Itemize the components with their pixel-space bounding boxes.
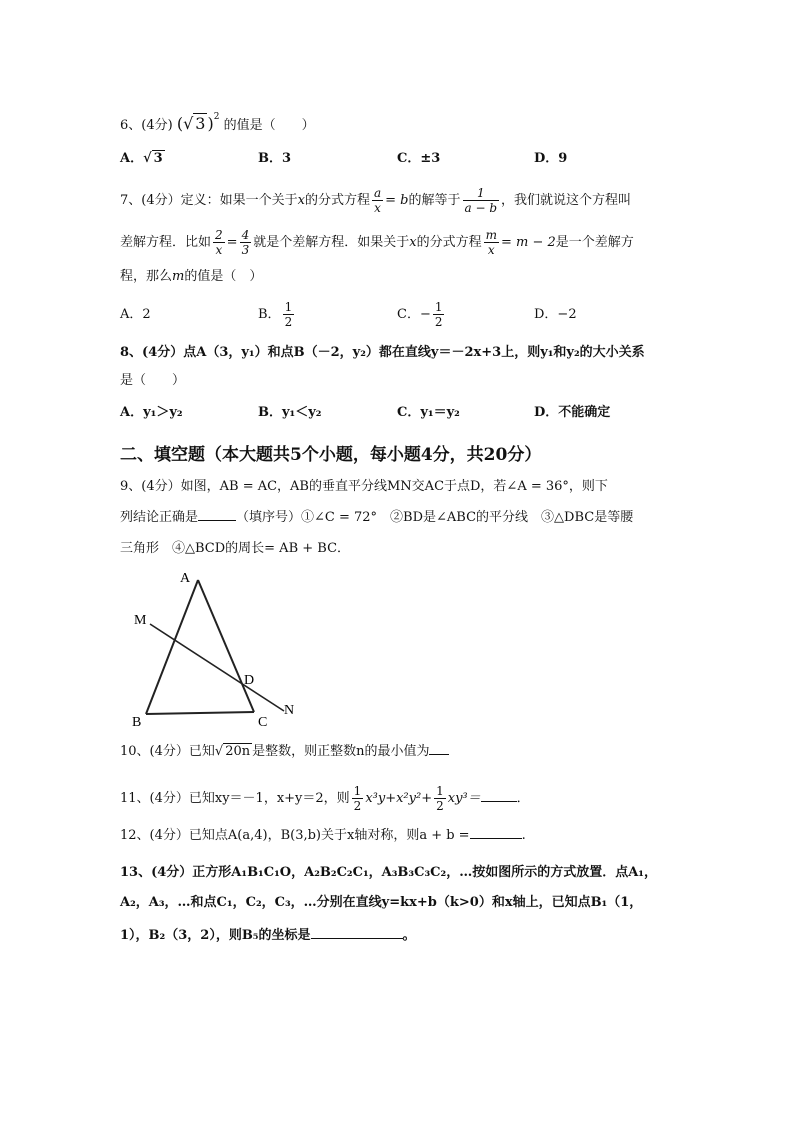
q13-line-1: 13、(4分）正方形A₁B₁C₁O，A₂B₂C₂C₁，A₃B₃C₃C₂，…按如图所示的方式放置．点A₁，: [120, 865, 657, 880]
q13-text: 。: [402, 928, 416, 943]
q7-text: 就是个差解方程．如果关于: [253, 235, 410, 250]
q6-options: [120, 148, 680, 174]
q10-text: 10、(4分）已知: [120, 744, 215, 759]
frac-den: x: [215, 243, 223, 257]
q11-text: x³y+x²y²+: [365, 791, 433, 806]
q7-var-x: x: [297, 193, 305, 208]
frac-num: 1: [463, 186, 500, 201]
q9-line-2: [120, 508, 633, 527]
frac-den: a − b: [464, 201, 498, 215]
q11-answer-blank[interactable]: [481, 789, 517, 802]
frac-num: 1: [284, 300, 293, 314]
q7-text: 7、(4分）定义：如果一个关于: [120, 193, 298, 208]
segment-bc: [146, 712, 254, 714]
frac-den: 2: [353, 799, 362, 813]
q6-option-c[interactable]: C．±3: [397, 151, 441, 166]
q11-text: xy³＝: [447, 791, 481, 806]
frac-num: 4: [241, 228, 250, 242]
q8-line-2: 是（ ）: [120, 373, 186, 388]
section-heading: 二、填空题（本大题共5个小题，每小题4分，共20分）: [120, 445, 542, 465]
label-m: M: [134, 613, 147, 628]
q6-radicand: 3: [195, 114, 206, 133]
frac-num: 2: [215, 228, 223, 242]
q11-stem: [120, 784, 530, 813]
segment-ab: [146, 580, 198, 714]
q13-line-2: A₂，A₃，…和点C₁，C₂，C₃，…分别在直线y=kx+b（k>0）和x轴上，已知点B₁（1，: [120, 895, 643, 910]
q7-fraction-1-over-a-b: [463, 186, 500, 215]
segment-ac: [198, 580, 254, 712]
frac-num: m: [485, 228, 497, 242]
label-d: D: [244, 673, 255, 688]
q12-answer-blank[interactable]: [470, 826, 522, 839]
sqrt-icon: √ 3: [143, 151, 163, 166]
q11-text: 11、(4分）已知xy＝－1，x+y＝2，则: [120, 791, 350, 806]
q10-stem: [120, 742, 449, 761]
q7-text: 的分式方程: [304, 193, 370, 208]
q8-options: [120, 402, 680, 428]
q7-text: ，我们就说这个方程叫: [501, 193, 632, 208]
frac-den: 3: [241, 243, 250, 257]
q7-line-1: [120, 186, 631, 215]
sqrt-icon: √ 3: [183, 114, 206, 133]
q7-option-b-label: B．: [258, 307, 281, 322]
q6-option-d[interactable]: D．9: [534, 151, 568, 166]
q7-var-x: x: [409, 235, 417, 250]
q7-fraction-2-over-x: [213, 228, 225, 257]
q7-text: 程，那么: [120, 269, 173, 284]
q9-line-3: 三角形 ④△BCD的周长= AB + BC．: [120, 541, 351, 556]
q7-options: [120, 300, 680, 336]
frac-den: x: [374, 201, 381, 215]
q9-answer-blank[interactable]: [198, 508, 236, 521]
q11-fraction: [352, 784, 364, 813]
q8-option-b[interactable]: B．y₁＜y₂: [258, 405, 322, 420]
q9-text: （填序号）①∠C = 72° ②BD是∠ABC的平分线 ③△DBC是等腰: [236, 510, 634, 525]
q6-suffix: 的值是（ ）: [223, 118, 315, 133]
q8-option-a[interactable]: A．y₁＞y₂: [120, 405, 183, 420]
q6-option-b[interactable]: B．3: [258, 151, 292, 166]
q13-line-3: [120, 926, 416, 945]
q7-text: 的值是（ ）: [184, 269, 263, 284]
q7-fraction-m-over-x: [484, 228, 499, 257]
q9-line-1: 9、(4分）如图，AB = AC，AB的垂直平分线MN交AC于点D，若∠A = 36°，则下: [120, 479, 608, 494]
sqrt-icon: √ 20n: [214, 744, 251, 759]
frac-num: a: [373, 186, 382, 200]
triangle-figure: [120, 566, 320, 728]
label-c: C: [258, 715, 268, 728]
label-b: B: [132, 715, 142, 728]
q10-text: 是整数，则正整数n的最小值为: [252, 744, 430, 759]
q7-option-c-label: C．−: [397, 307, 431, 322]
q10-radicand: 20n: [225, 744, 251, 759]
q8-line-1: 8、(4分）点A（3，y₁）和点B（－2，y₂）都在直线y＝－2x+3上，则y₁和y₂的大小关系: [120, 345, 645, 360]
q9-text: 列结论正确是: [120, 510, 199, 525]
q7-eq: = m − 2: [500, 235, 556, 250]
q7-eq: = b: [385, 193, 409, 208]
q6-expression: (√ 3 )$^2$: [176, 112, 220, 133]
q11-text: ．: [516, 791, 530, 806]
q10-answer-blank[interactable]: [429, 742, 449, 755]
q7-fraction-4-over-3: [240, 228, 252, 257]
q7-option-b-fraction: [283, 300, 295, 329]
frac-den: 2: [284, 315, 293, 329]
q6-exponent: 2: [213, 112, 220, 122]
q12-stem: [120, 826, 526, 845]
frac-num: 1: [434, 300, 443, 314]
frac-den: 2: [434, 315, 443, 329]
q11-fraction: [434, 784, 446, 813]
q7-line-3: [120, 268, 262, 286]
q7-text: 的分式方程: [416, 235, 482, 250]
q6-prefix: 6、(4分): [120, 118, 173, 133]
q7-option-b[interactable]: [258, 300, 296, 329]
frac-den: x: [487, 243, 495, 257]
q7-option-c-fraction: [433, 300, 445, 329]
q7-eq: =: [226, 235, 238, 250]
q8-option-d[interactable]: D．不能确定: [534, 405, 611, 420]
line-mn: [150, 624, 284, 711]
frac-den: 2: [436, 799, 444, 813]
q12-text: 12、(4分）已知点A(a,4)，B(3,b)关于x轴对称，则a + b =: [120, 828, 470, 843]
frac-num: 1: [436, 784, 444, 798]
q13-text: 1），B₂（3，2），则B₅的坐标是: [120, 928, 311, 943]
frac-num: 1: [353, 784, 362, 798]
q7-text: 是一个差解方: [555, 235, 634, 250]
q6-option-a-label: A．: [120, 151, 144, 166]
q7-option-c[interactable]: [397, 300, 446, 329]
q8-option-c[interactable]: C．y₁＝y₂: [397, 405, 460, 420]
q7-option-a[interactable]: A．2: [120, 307, 151, 322]
q6-option-a[interactable]: [120, 148, 165, 170]
label-n: N: [284, 703, 295, 718]
q7-text: 差解方程．比如: [120, 235, 212, 250]
q6-option-a-radicand: 3: [153, 151, 163, 166]
q7-option-d[interactable]: D．−2: [534, 307, 577, 322]
q13-answer-blank[interactable]: [311, 926, 403, 939]
q12-text: .: [521, 828, 526, 843]
label-a: A: [180, 571, 191, 586]
q7-line-2: [120, 228, 634, 257]
q7-text: 的解等于: [408, 193, 461, 208]
q6-stem: [120, 108, 315, 135]
q7-var-m: m: [172, 269, 185, 284]
q7-fraction-a-over-x: [372, 186, 383, 215]
